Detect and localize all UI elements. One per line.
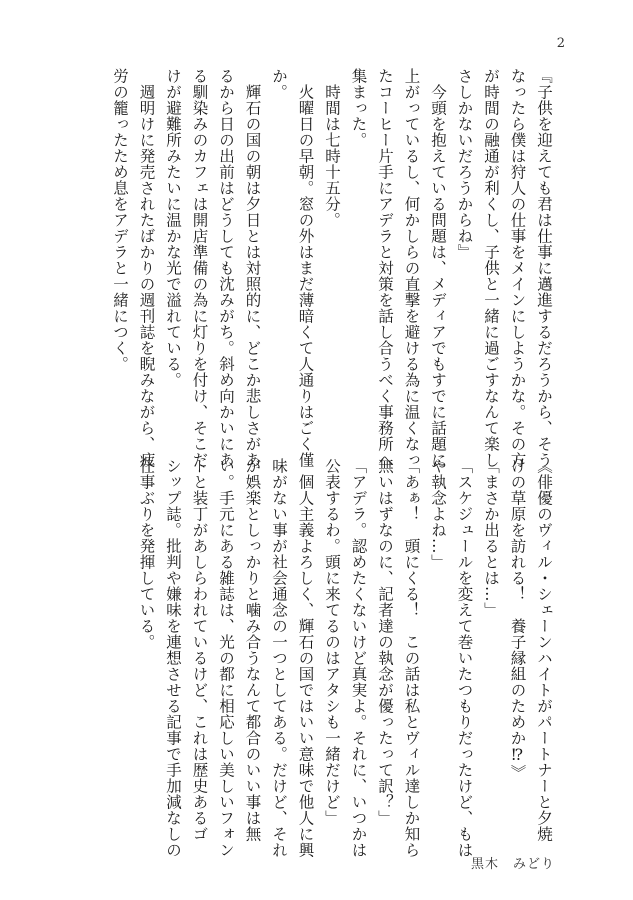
text-line: い。手元にある雑誌は、光の都に相応しい美しいフォン bbox=[217, 458, 235, 858]
text-line: 無いはずなのに、記者達の執念が優ったって訳？」 bbox=[376, 458, 394, 826]
text-line: 味がない事が社会通念の一つとしてある。だけど、それ bbox=[270, 458, 288, 858]
text-line: 火曜日の早朝。窓の外はまだ薄暗くて人通りはごく僅 bbox=[296, 68, 315, 468]
author-name: 黒木 みどり bbox=[470, 857, 555, 872]
text-line: 労の籠ったため息をアデラと一緒につく。 bbox=[111, 68, 129, 372]
text-line: 今頭を抱えている問題は、メディアでもすでに話題に bbox=[429, 68, 447, 468]
text-line: が娯楽としっかりと噛み合うなんて都合のいい事は無 bbox=[243, 458, 262, 842]
text-line: が時間の融通が利くし、子供と一緒に過ごすなんて楽し bbox=[482, 68, 500, 468]
text-line: 上がっているし、何かしらの直撃を避ける為に温くなっ bbox=[402, 68, 421, 468]
lower-text-block bbox=[133, 458, 557, 858]
text-line: るから日の出前はどうしても沈みがち。斜め向かいにあ bbox=[217, 68, 235, 468]
text-line: 時間は七時十五分。 bbox=[323, 68, 341, 228]
text-line: たコーヒー片手にアデラと対策を話し合うべく事務所へ bbox=[376, 68, 394, 468]
text-line: 「スケジュールを変えて巻いたつもりだったけど、もは bbox=[455, 458, 474, 858]
text-line: 《俳優のヴィル・シェーンハイトがパートナーと夕焼 bbox=[535, 458, 553, 842]
text-line: 集まった。 bbox=[349, 68, 368, 148]
text-line: トと装丁があしらわれているけど、これは歴史あるゴ bbox=[190, 458, 209, 842]
text-line: なったら僕は狩人の仕事をメインにしようかな。その方 bbox=[508, 68, 527, 468]
text-line: けの草原を訪れる！ 養子縁組のためか⁉︎》 bbox=[508, 458, 527, 781]
text-line: 「まさか出るとは…」 bbox=[482, 458, 500, 618]
text-line: 「アデラ。認めたくないけど真実よ。それに、いつかは bbox=[349, 458, 368, 858]
text-line: か。 bbox=[270, 68, 288, 100]
text-line: けが避難所みたいに温かな光で溢れている。 bbox=[164, 68, 182, 388]
text-line: 個人主義よろしく、輝石の国ではいい意味で他人に興 bbox=[296, 458, 315, 858]
text-line: 週明けに発売されたばかりの週刊誌を睨みながら、疲 bbox=[137, 68, 156, 468]
text-line: や執念よね…」 bbox=[429, 458, 447, 570]
text-line: 公表するわ。頭に来てるのはアタシも一緒だけど」 bbox=[323, 458, 341, 826]
upper-text-block bbox=[107, 68, 558, 468]
page-number: 2 bbox=[556, 36, 565, 51]
text-line: 仕事ぶりを発揮している。 bbox=[137, 458, 156, 650]
text-line: 輝石の国の朝は夕日とは対照的に、どこか悲しさがあ bbox=[243, 68, 262, 468]
text-line: 「あぁ！ 頭にくる！ この話は私とヴィル達しか知ら bbox=[402, 458, 421, 858]
text-line: る馴染みのカフェは開店準備の為に灯りを付け、そこだ bbox=[190, 68, 209, 468]
text-line: 『子供を迎えても君は仕事に邁進するだろうから、そう bbox=[535, 68, 553, 468]
text-line: シップ誌。批判や嫌味を連想させる記事で手加減なしの bbox=[164, 458, 182, 858]
text-line: さしかないだろうからね』 bbox=[455, 68, 474, 260]
